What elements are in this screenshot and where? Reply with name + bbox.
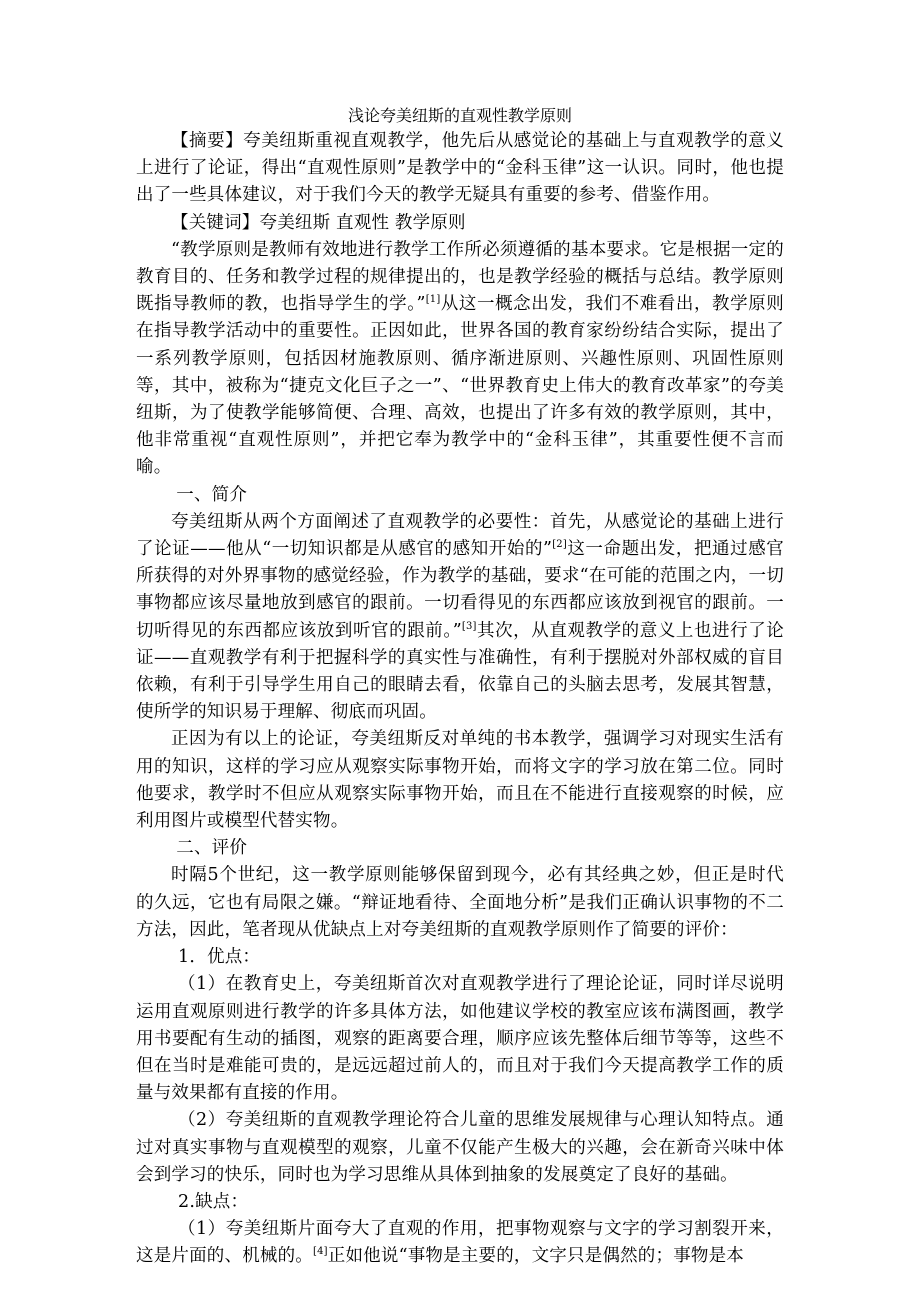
footnote-ref-2: [2] xyxy=(552,539,567,551)
abstract-label: 【摘要】 xyxy=(171,131,244,151)
intro-text-part2: 从这一概念出发，我们不难看出，教学原则在指导教学活动中的重要性。正因如此，世界各国的教育家纷纷结合实际，提出了一系列教学原则，包括因材施教原则、循序渐进原则、兴趣性原则、巩固性原则等，其中，被称为“捷克文化巨子之一”、“世界教育史上伟大的教育改革家”的夸美纽斯，为了使教学能够简便、合理、高效，也提出了许多有效的教学原则，其中，他非常重视“直观性原则”，并把它奉为教学中的“金科玉律”，其重要性便不言而喻。 xyxy=(136,294,784,478)
document-title: 浅论夸美纽斯的直观性教学原则 xyxy=(347,106,572,125)
abstract-text: 夸美纽斯重视直观教学，他先后从感觉论的基础上与直观教学的意义上进行了论证，得出“直观性原则”是教学中的“金科玉律”这一认识。同时，他也提出了一些具体建议，对于我们今天的教学无疑具有重要的参考、借鉴作用。 xyxy=(136,131,784,206)
keywords-paragraph xyxy=(136,210,784,237)
section1-paragraph-1 xyxy=(136,509,784,727)
section2-paragraph-1: 时隔5个世纪，这一教学原则能够保留到现今，必有其经典之妙，但正是时代的久远，它也有局限之嫌。“辩证地看待、全面地分析”是我们正确认识事物的不二方法，因此，笔者现从优缺点上对夸美纽斯的直观教学原则作了简要的评价： xyxy=(136,865,784,940)
advantage-item-2: （2）夸美纽斯的直观教学理论符合儿童的思维发展规律与心理认知特点。通过对真实事物与直观模型的观察，儿童不仅能产生极大的兴趣，会在新奇兴味中体会到学习的快乐，同时也为学习思维从具体到抽象的发展奠定了良好的基础。 xyxy=(136,1110,784,1185)
keywords-label: 【关键词】 xyxy=(171,212,260,233)
disadvantage-item-1 xyxy=(136,1216,784,1270)
intro-text-part1: “教学原则是教师有效地进行教学工作所必须遵循的基本要求。它是根据一定的教育目的、任务和教学过程的规律提出的，也是教学经验的概括与总结。教学原则既指导教师的教，也指导学生的学。” xyxy=(136,239,784,315)
footnote-ref-4: [4] xyxy=(313,1246,328,1258)
section1-paragraph-2: 正因为有以上的论证，夸美纽斯反对单纯的书本教学，强调学习对现实生活有用的知识，这样的学习应从观察实际事物开始，而将文字的学习放在第二位。同时他要求，教学时不但应从观察实际事物开始，而且在不能进行直接观察的时候，应利用图片或模型代替实物。 xyxy=(136,729,784,832)
intro-paragraph xyxy=(136,237,784,482)
advantages-heading: 1．优点： xyxy=(178,947,261,968)
section1-heading: 一、简介 xyxy=(176,484,248,505)
keywords-text: 夸美纽斯 直观性 教学原则 xyxy=(259,212,466,233)
abstract-paragraph xyxy=(136,128,784,210)
footnote-ref-1: [1] xyxy=(425,294,441,306)
section2-heading: 二、评价 xyxy=(176,838,248,859)
document-page xyxy=(136,104,784,1271)
section1-p1-text-a: 夸美纽斯从两个方面阐述了直观教学的必要性：首先，从感觉论的基础上进行了论证——他从“一切知识都是从感官的感知开始的” xyxy=(136,511,784,560)
section1-p1-text-b: 这一命题出发，把通过感官所获得的对外界事物的感觉经验，作为教学的基础，要求“在可能的范围之内，一切事物都应该尽量地放到感官的跟前。一切看得见的东西都应该放到视官的跟前。一切听得见的东西都应该放到听官的跟前。” xyxy=(136,539,784,641)
section1-p1-text-c: 其次，从直观教学的意义上也进行了论证——直观教学有利于把握科学的真实性与准确性，有利于摆脱对外部权威的盲目依赖，有利于引导学生用自己的眼睛去看，依靠自己的头脑去思考，发展其智慧，使所学的知识易于理解、彻底而巩固。 xyxy=(136,620,784,723)
disadvantages-heading: 2.缺点： xyxy=(178,1191,249,1212)
disadvantage-1-text-b: 正如他说“事物是主要的，文字只是偶然的；事物是本 xyxy=(327,1246,745,1267)
disadvantage-1-text-a: （1）夸美纽斯片面夸大了直观的作用，把事物观察与文字的学习割裂开来，这是片面的、机械的。 xyxy=(136,1219,784,1267)
footnote-ref-3: [3] xyxy=(461,620,477,632)
advantage-item-1: （1）在教育史上，夸美纽斯首次对直观教学进行了理论论证，同时详尽说明运用直观原则进行教学的许多具体方法，如他建议学校的教室应该布满图画，教学用书要配有生动的插图，观察的距离要合理，顺序应该先整体后细节等等，这些不但在当时是难能可贵的，是远远超过前人的，而且对于我们今天提高教学工作的质量与效果都有直接的作用。 xyxy=(136,974,784,1104)
